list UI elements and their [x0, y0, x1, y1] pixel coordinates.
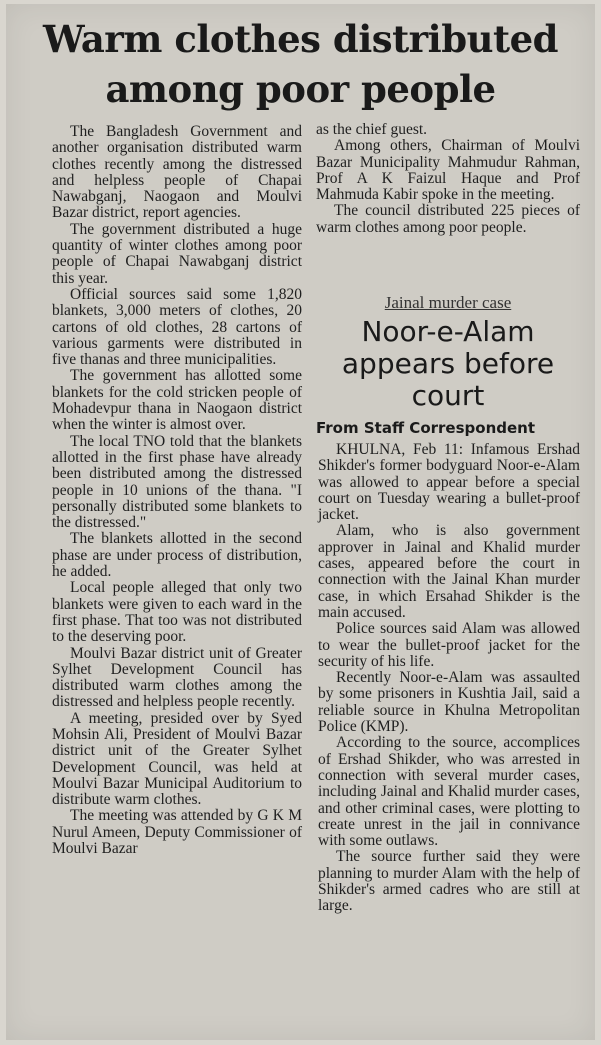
article1-paragraph: The government distributed a huge quantity of winter clothes among poor people of Chapai Nawabganj district this year. — [52, 220, 302, 287]
article1-paragraph: The Bangladesh Government and another organisation distributed warm clothes recently among the distressed and helpless people of Chapai Nawabganj, Naogaon and Moulvi Bazar district, report agencies. — [52, 123, 302, 222]
article1-paragraph: Moulvi Bazar district unit of Greater Sylhet Development Council has distributed warm clothes among the distressed and helpless people recently. — [52, 644, 302, 711]
article1-paragraph: The council distributed 225 pieces of warm clothes among poor people. — [316, 202, 580, 236]
main-headline — [0, 14, 601, 114]
article2-paragraph: KHULNA, Feb 11: Infamous Ershad Shikder's former bodyguard Noor-e-Alam was allowed to appear before a special court on Tuesday wearing a bullet-proof jacket. — [318, 441, 580, 524]
article1-left-column — [52, 124, 302, 857]
article1-paragraph: as the chief guest. — [316, 121, 428, 138]
article1-paragraph: Official sources said some 1,820 blankets, 3,000 meters of clothes, 20 cartons of old clothes, 28 cartons of various garments were distributed in five thanas and three municipalities. — [52, 285, 302, 369]
main-headline-line2: among poor people — [105, 67, 496, 111]
article2-paragraph: Recently Noor-e-Alam was assaulted by some prisoners in Kushtia Jail, said a reliable source in Khulna Metropolitan Police (KMP). — [318, 669, 580, 736]
article2-body-column — [318, 442, 580, 915]
article1-paragraph: Local people alleged that only two blankets were given to each ward in the first phase. That too was not distributed to the deserving poor. — [52, 579, 302, 646]
article1-paragraph: The blankets allotted in the second phase are under process of distribution, he added. — [52, 530, 302, 581]
article1-paragraph: The government has allotted some blankets for the cold stricken people of Mohadevpur thana in Naogaon district when the winter is almost over. — [52, 367, 302, 434]
article1-paragraph: The local TNO told that the blankets allotted in the first phase have already been distributed among the distressed people in 10 unions of the thana. "I personally distributed some blankets to the distressed." — [52, 432, 302, 532]
article2-paragraph: According to the source, accomplices of Ershad Shikder, who was arrested in connection with several murder cases, including Jainal and Khalid murder cases, and other criminal cases, were plotting to create unrest in the jail in connivance with some outlaws. — [318, 734, 580, 850]
article2-kicker: Jainal murder case — [384, 293, 512, 312]
article1-continuation-column — [316, 122, 580, 236]
article1-paragraph: The meeting was attended by G K M Nurul Ameen, Deputy Commissioner of Moulvi Bazar — [52, 807, 302, 858]
main-headline-line1: Warm clothes distributed — [42, 17, 558, 61]
article2-headline: Noor-e-Alam appears before court — [341, 315, 555, 412]
article2-paragraph: Police sources said Alam was allowed to wear the bullet-proof jacket for the security of his life. — [318, 620, 580, 670]
article1-paragraph: Among others, Chairman of Moulvi Bazar Municipality Mahmudur Rahman, Prof A K Faizul Haque and Prof Mahmuda Kabir spoke in the meeting. — [316, 137, 580, 204]
article2-paragraph: The source further said they were planning to murder Alam with the help of Shikder's armed cadres who are still at large. — [318, 848, 580, 915]
article2-paragraph: Alam, who is also government approver in Jainal and Khalid murder cases, appeared before the court in connection with the Jainal Khan murder case, in which Ersahad Shikder is the main accused. — [318, 522, 580, 621]
article2-byline: From Staff Correspondent — [316, 419, 536, 437]
article1-paragraph: A meeting, presided over by Syed Mohsin Ali, President of Moulvi Bazar district unit of the Greater Sylhet Development Council, was held at Moulvi Bazar Municipal Auditorium to distribute warm clothes. — [52, 709, 302, 809]
